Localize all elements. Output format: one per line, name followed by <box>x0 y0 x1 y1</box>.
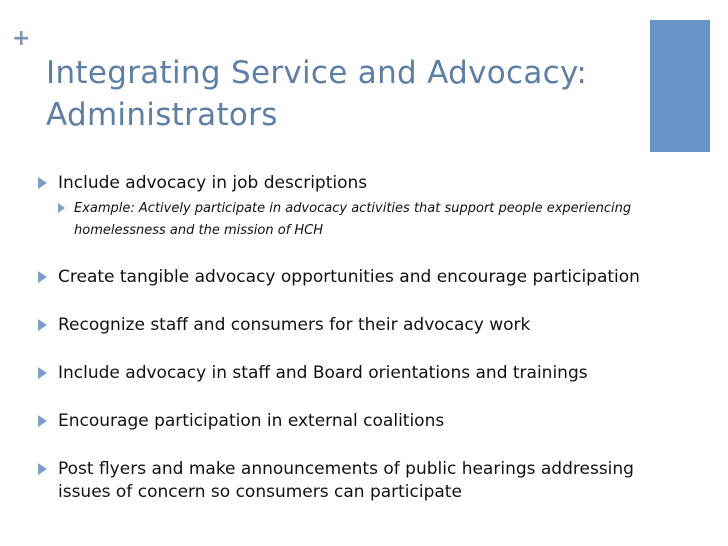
bullet-list <box>38 172 678 529</box>
triangle-bullet-icon <box>38 177 47 189</box>
list-item <box>38 362 678 385</box>
bullet-text: Include advocacy in job descriptions <box>58 173 368 193</box>
triangle-bullet-icon <box>38 415 47 427</box>
triangle-bullet-icon <box>58 203 65 213</box>
bullet-text: Encourage participation in external coalitions <box>58 411 445 431</box>
bullet-text: Create tangible advocacy opportunities and encourage participation <box>58 267 640 287</box>
bullet-text: Recognize staff and consumers for their advocacy work <box>58 315 531 335</box>
bullet-text: Post flyers and make announcements of public hearings addressing issues of concern so consumers can participate <box>58 459 634 502</box>
triangle-bullet-icon <box>38 367 47 379</box>
list-item <box>38 172 678 195</box>
bullet-text: Example: Actively participate in advocacy activities that support people experiencing homelessness and the mission of HCH <box>74 201 632 238</box>
sub-list-item <box>58 198 678 242</box>
plus-icon: + <box>12 26 31 51</box>
slide-title: Integrating Service and Advocacy: Administrators <box>46 55 588 133</box>
triangle-bullet-icon <box>38 271 47 283</box>
list-item <box>38 314 678 337</box>
bullet-text: Include advocacy in staff and Board orientations and trainings <box>58 363 588 383</box>
triangle-bullet-icon <box>38 319 47 331</box>
accent-bar <box>650 20 710 152</box>
list-item <box>38 458 678 504</box>
list-item <box>38 410 678 433</box>
triangle-bullet-icon <box>38 463 47 475</box>
list-item <box>38 266 678 289</box>
